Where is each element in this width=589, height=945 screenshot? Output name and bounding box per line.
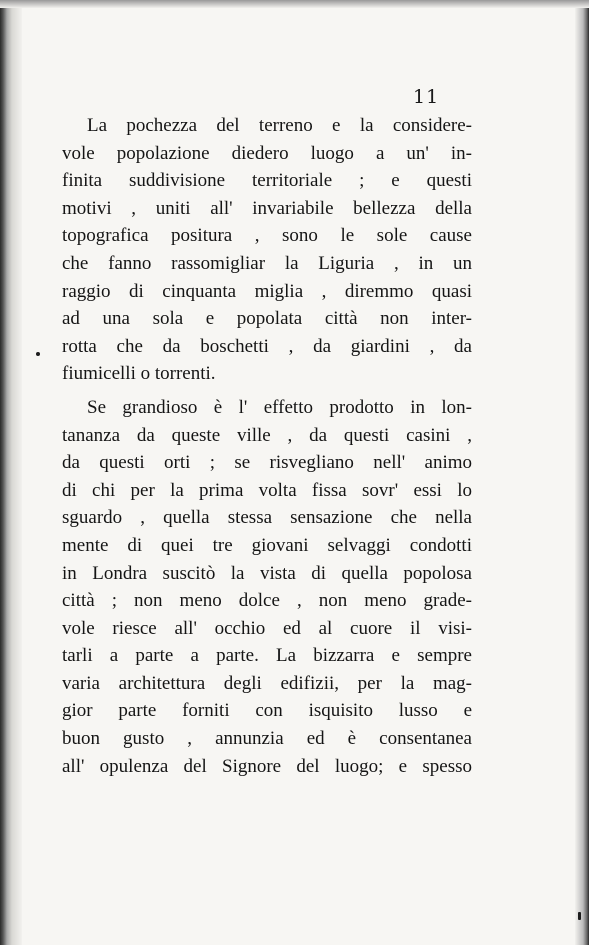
text-line: motivi , uniti all' invariabile bellezza della (62, 197, 472, 219)
text-line: Se grandioso è l' effetto prodotto in lon- (87, 396, 472, 418)
text-line: che fanno rassomigliar la Liguria , in un (62, 252, 472, 274)
text-line: vole popolazione diedero luogo a un' in- (62, 142, 472, 164)
body-text (62, 112, 472, 780)
text-line: mente di quei tre giovani selvaggi condotti (62, 534, 472, 556)
paragraph-1 (62, 112, 472, 388)
text-line: in Londra suscitò la vista di quella popolosa (62, 562, 472, 584)
text-line: rotta che da boschetti , da giardini , da (62, 335, 472, 357)
text-line: varia architettura degli edifizii, per la mag- (62, 672, 472, 694)
page-number: 11 (413, 86, 440, 108)
text-line: all' opulenza del Signore del luogo; e spesso (62, 755, 472, 777)
text-line: gior parte forniti con isquisito lusso e (62, 700, 472, 722)
text-line: da questi orti ; se risvegliano nell' animo (62, 452, 472, 474)
text-line: sguardo , quella stessa sensazione che nella (62, 507, 472, 529)
text-line: topografica positura , sono le sole cause (62, 225, 472, 247)
text-line: tarli a parte a parte. La bizzarra e sempre (62, 645, 472, 667)
ink-speck (578, 912, 581, 920)
text-line: La pochezza del terreno e la considere- (87, 115, 472, 136)
text-line: vole riesce all' occhio ed al cuore il visi- (62, 617, 472, 639)
top-edge-shadow (0, 0, 589, 8)
text-line: ad una sola e popolata città non inter- (62, 308, 472, 330)
text-line: di chi per la prima volta fissa sovr' essi lo (62, 479, 472, 501)
text-line: raggio di cinquanta miglia , diremmo quasi (62, 280, 472, 302)
page-edge-shadow (575, 0, 589, 945)
text-line: città ; non meno dolce , non meno grade- (62, 590, 472, 612)
text-line: buon gusto , annunzia ed è consentanea (62, 728, 472, 750)
binding-shadow (0, 0, 22, 945)
text-line: tananza da queste ville , da questi casini , (62, 424, 472, 446)
text-line: finita suddivisione territoriale ; e questi (62, 170, 472, 192)
ink-speck (36, 352, 40, 356)
paragraph-2 (62, 394, 472, 780)
text-line: fiumicelli o torrenti. (62, 363, 216, 385)
